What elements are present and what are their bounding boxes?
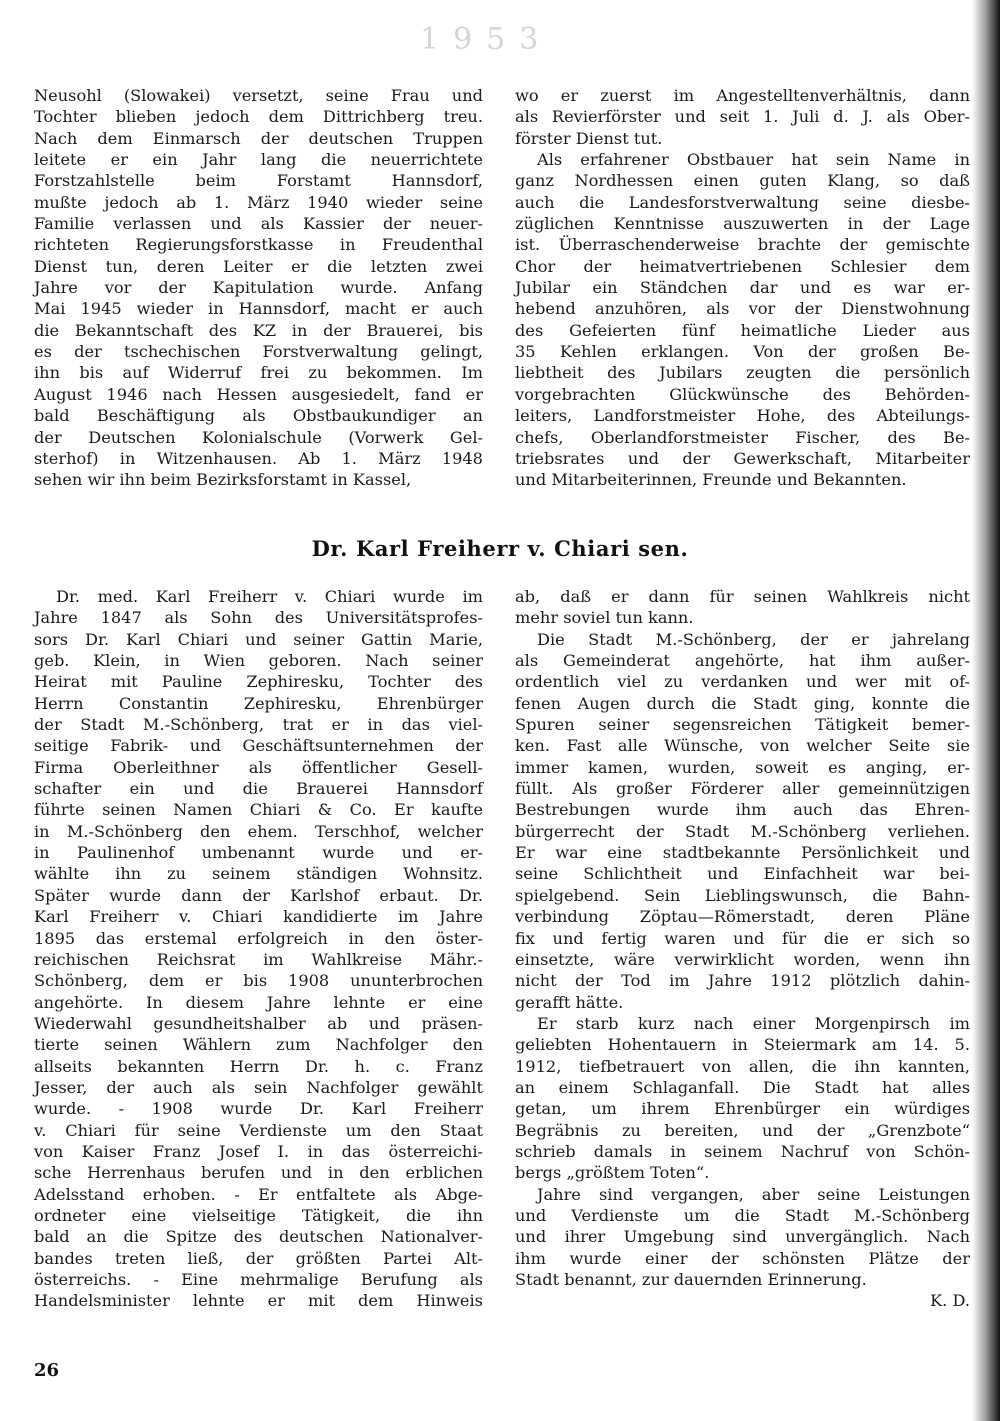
faint-year-mark: 1953: [420, 22, 553, 57]
text-line: des Gefeierten fünf heimatliche Lieder aus: [515, 320, 970, 340]
article-headline: Dr. Karl Freiherr v. Chiari sen.: [311, 536, 689, 561]
text-line: Forstzahlstelle beim Forstamt Hannsdorf,: [34, 171, 483, 191]
text-line: schafter ein und die Brauerei Hannsdorf: [34, 779, 483, 799]
text-line: Neusohl (Slowakei) versetzt, seine Frau und: [34, 86, 483, 105]
text-line: K. D.: [930, 1291, 970, 1311]
page-number: 26: [34, 1360, 60, 1381]
text-line: ihn bis auf Widerruf frei zu bekommen. Im: [34, 363, 483, 383]
text-line: füllt. Als großer Förderer aller gemeinnützigen: [515, 779, 970, 799]
text-line: vorgebrachten Glückwünsche des Behörden-: [515, 384, 970, 404]
text-line: förster Dienst tut.: [515, 128, 663, 148]
top-left-column: [34, 85, 483, 491]
text-line: ist. Überraschenderweise brachte der gemischte: [515, 235, 970, 255]
text-line: führte seinen Namen Chiari & Co. Er kaufte: [34, 800, 483, 820]
text-line: ordneter eine vielseitige Tätigkeit, die ihn: [34, 1205, 483, 1225]
text-line: Er war eine stadtbekannte Persönlichkeit und: [515, 843, 970, 863]
text-line: in M.-Schönberg den ehem. Terschhof, welcher: [34, 821, 483, 841]
text-line: Die Stadt M.-Schönberg, der er jahrelang: [537, 629, 970, 649]
text-line: sehen wir ihn beim Bezirksforstamt in Kassel,: [34, 470, 412, 490]
text-line: als Revierförster und seit 1. Juli d. J. als Ober-: [515, 107, 970, 127]
text-line: Heirat mit Pauline Zephiresku, Tochter des: [34, 672, 483, 692]
text-line: v. Chiari für seine Verdienste um den Staat: [34, 1120, 483, 1140]
text-line: geliebten Hohentauern in Steiermark am 14. 5.: [515, 1035, 970, 1055]
text-line: richteten Regierungsforstkasse in Freudenthal: [34, 235, 483, 255]
text-line: mußte jedoch ab 1. März 1940 wieder seine: [34, 192, 483, 212]
bottom-right-column: [515, 586, 970, 1312]
text-line: Firma Oberleithner als öffentlicher Gesell-: [34, 757, 483, 777]
text-line: österreichs. - Eine mehrmalige Berufung als: [34, 1270, 483, 1289]
text-line: seitige Fabrik- und Geschäftsunternehmen der: [34, 736, 483, 756]
text-line: getan, um ihrem Ehrenbürger ein würdiges: [515, 1099, 970, 1119]
text-line: fix und fertig waren und für die er sich so: [515, 928, 970, 948]
text-line: Jahre 1847 als Sohn des Universitätsprofes-: [34, 608, 483, 628]
text-line: triebsrates und der Gewerkschaft, Mitarbeiter: [515, 448, 970, 468]
text-line: leitete er ein Jahr lang die neuerrichtete: [34, 150, 483, 170]
text-line: der Stadt M.-Schönberg, trat er in das viel-: [34, 715, 483, 735]
text-line: die Bekanntschaft des KZ in der Brauerei, bis: [34, 320, 483, 340]
text-line: von Kaiser Franz Josef I. in das österreichi-: [34, 1141, 483, 1161]
text-line: Stadt benannt, zur dauernden Erinnerung.: [515, 1270, 867, 1289]
text-line: züglichen Kenntnisse auszuwerten in der Lage: [515, 214, 970, 234]
text-line: es der tschechischen Forstverwaltung gelingt,: [34, 342, 483, 362]
text-line: Dr. med. Karl Freiherr v. Chiari wurde im: [56, 587, 483, 606]
text-line: Schönberg, dem er bis 1908 ununterbrochen: [34, 971, 483, 991]
text-line: 1912, tiefbetrauert von allen, die ihn kannten,: [515, 1056, 970, 1076]
text-line: reichischen Reichsrat im Wahlkreise Mähr.-: [34, 949, 483, 969]
text-line: ordentlich viel zu verdanken und wer mit of-: [515, 672, 970, 692]
text-line: bürgerrecht der Stadt M.-Schönberg verliehen.: [515, 821, 970, 841]
text-line: Adelsstand erhoben. - Er entfaltete als Abge-: [34, 1184, 483, 1204]
text-line: wählte ihn zu seinem ständigen Wohnsitz.: [34, 864, 483, 884]
text-line: Später wurde dann der Karlshof erbaut. Dr.: [34, 885, 483, 905]
text-line: verbindung Zöptau—Römerstadt, deren Pläne: [515, 907, 970, 927]
text-line: bandes treten ließ, der größten Partei Alt-: [34, 1248, 483, 1268]
text-line: ab, daß er dann für seinen Wahlkreis nicht: [515, 587, 970, 606]
text-line: schrieb damals in seinem Nachruf von Schön-: [515, 1141, 970, 1161]
text-line: Jahre vor der Kapitulation wurde. Anfang: [34, 278, 483, 298]
text-line: mehr soviel tun kann.: [515, 608, 694, 628]
text-line: spielgebend. Sein Lieblingswunsch, die Bahn-: [515, 885, 970, 905]
text-line: angehörte. In diesem Jahre lehnte er eine: [34, 992, 483, 1012]
text-line: Begräbnis zu bereiten, und der „Grenzbote“: [515, 1120, 970, 1140]
text-line: Spuren seiner segensreichen Tätigkeit bemer-: [515, 715, 970, 735]
text-line: bald an die Spitze des deutschen Nationalver-: [34, 1227, 483, 1247]
text-line: wurde. - 1908 wurde Dr. Karl Freiherr: [34, 1099, 483, 1119]
text-line: wo er zuerst im Angestelltenverhältnis, dann: [515, 86, 970, 105]
text-line: 1895 das erstemal erfolgreich in den öster-: [34, 928, 483, 948]
text-line: liebtheit des Jubilars zeugten die persönlich: [515, 363, 970, 383]
text-line: August 1946 nach Hessen ausgesiedelt, fand er: [34, 384, 483, 404]
text-line: Mai 1945 wieder in Hannsdorf, macht er auch: [34, 299, 483, 319]
text-line: an einem Schlaganfall. Die Stadt hat alles: [515, 1077, 970, 1097]
text-line: und Verdienste um die Stadt M.-Schönberg: [515, 1205, 970, 1225]
text-line: auch die Landesforstverwaltung seine diesbe-: [515, 192, 970, 212]
text-line: Er starb kurz nach einer Morgenpirsch im: [537, 1013, 970, 1033]
text-line: geb. Klein, in Wien geboren. Nach seiner: [34, 651, 483, 671]
text-line: allseits bekannten Herrn Dr. h. c. Franz: [34, 1056, 483, 1076]
text-line: Als erfahrener Obstbauer hat sein Name in: [537, 150, 970, 170]
text-line: bald Beschäftigung als Obstbaukundiger an: [34, 406, 483, 426]
text-line: ganz Nordhessen einen guten Klang, so daß: [515, 171, 970, 191]
text-line: Tochter blieben jedoch dem Dittrichberg treu.: [34, 107, 483, 127]
text-line: Chor der heimatvertriebenen Schlesier dem: [515, 256, 970, 276]
text-line: immer kamen, wurden, soweit es anging, er-: [515, 757, 970, 777]
text-line: ken. Fast alle Wünsche, von welcher Seite sie: [515, 736, 970, 756]
text-line: Wiederwahl gesundheitshalber ab und präsen-: [34, 1013, 483, 1033]
text-line: Jesser, der auch als sein Nachfolger gewählt: [34, 1077, 483, 1097]
text-line: nicht der Tod im Jahre 1912 plötzlich dahin-: [515, 971, 970, 991]
text-line: 35 Kehlen erklangen. Von der großen Be-: [515, 342, 970, 362]
text-line: leiters, Landforstmeister Hohe, des Abteilungs-: [515, 406, 970, 426]
text-line: Familie verlassen und als Kassier der neuer-: [34, 214, 483, 234]
text-line: Dienst tun, deren Leiter er die letzten zwei: [34, 256, 483, 276]
text-line: Nach dem Einmarsch der deutschen Truppen: [34, 128, 483, 148]
text-line: bergs „größtem Toten“.: [515, 1163, 710, 1183]
top-right-column: [515, 85, 970, 491]
text-line: gerafft hätte.: [515, 992, 624, 1012]
text-line: Jahre sind vergangen, aber seine Leistungen: [537, 1184, 970, 1204]
bottom-left-column: [34, 586, 483, 1312]
text-line: Handelsminister lehnte er mit dem Hinweis: [34, 1291, 483, 1311]
text-line: und Mitarbeiterinnen, Freunde und Bekannten.: [515, 470, 907, 490]
text-line: der Deutschen Kolonialschule (Vorwerk Gel-: [34, 427, 483, 447]
text-line: chefs, Oberlandforstmeister Fischer, des Be-: [515, 427, 970, 447]
text-line: ihm wurde einer der schönsten Plätze der: [515, 1248, 970, 1268]
text-line: als Gemeinderat angehörte, hat ihm außer-: [515, 651, 970, 671]
text-line: tierte seinen Wählern zum Nachfolger den: [34, 1035, 483, 1055]
text-line: seine Schlichtheit und Einfachheit war bei-: [515, 864, 970, 884]
text-line: in Paulinenhof umbenannt wurde und er-: [34, 843, 483, 863]
text-line: Jubilar ein Ständchen dar und es war er-: [515, 278, 970, 298]
page-edge-shadow: [972, 0, 1000, 1421]
text-line: Karl Freiherr v. Chiari kandidierte im Jahre: [34, 907, 483, 927]
text-line: Herrn Constantin Zephiresku, Ehrenbürger: [34, 693, 483, 713]
text-line: sche Herrenhaus berufen und in den erblichen: [34, 1163, 483, 1183]
text-line: einsetzte, wäre verwirklicht worden, wenn ihn: [515, 949, 970, 969]
text-line: sors Dr. Karl Chiari und seiner Gattin Marie,: [34, 629, 483, 649]
text-line: Bestrebungen wurde ihm auch das Ehren-: [515, 800, 970, 820]
text-line: sterhof) in Witzenhausen. Ab 1. März 1948: [34, 448, 483, 468]
text-line: hebend anzuhören, als vor der Dienstwohnung: [515, 299, 970, 319]
text-line: fenen Augen durch die Stadt ging, konnte die: [515, 693, 970, 713]
text-line: und ihrer Umgebung sind unvergänglich. Nach: [515, 1227, 970, 1247]
